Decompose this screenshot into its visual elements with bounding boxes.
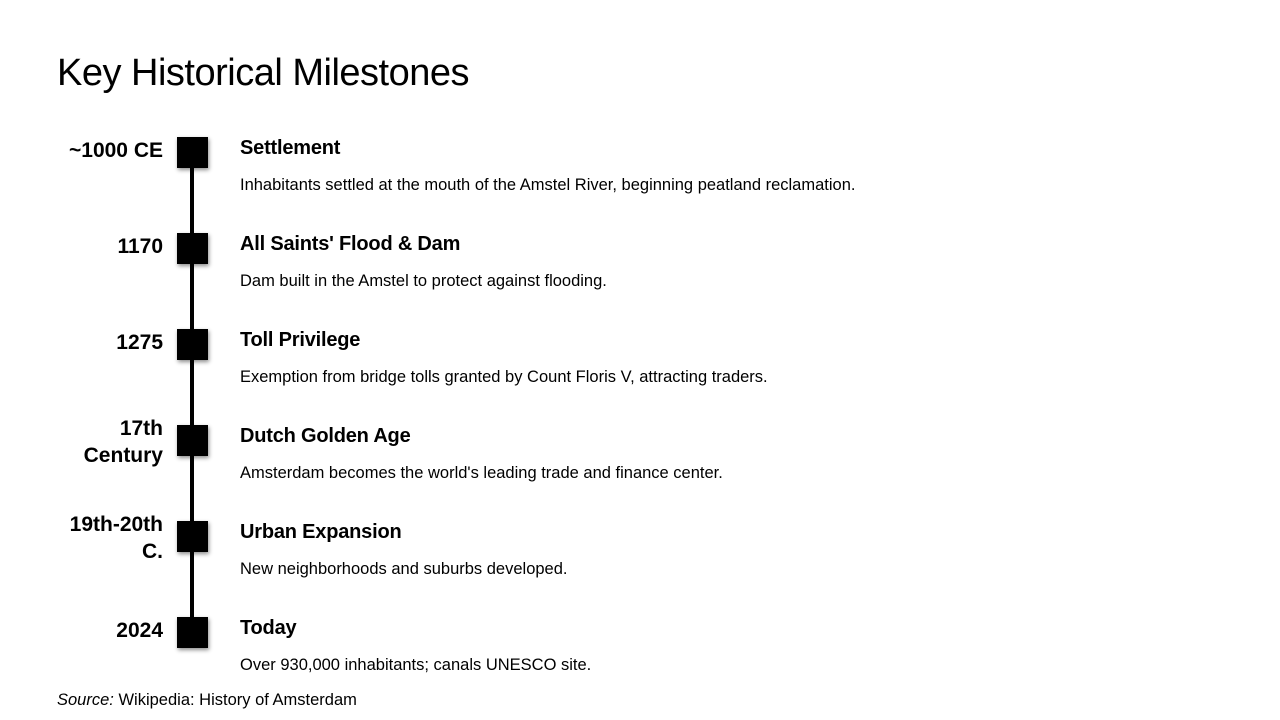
milestone-marker <box>177 137 208 168</box>
milestone-title: Dutch Golden Age <box>240 425 411 447</box>
milestone-title: Toll Privilege <box>240 329 361 351</box>
milestone-description: Amsterdam becomes the world's leading trade and finance center. <box>240 464 723 482</box>
milestone-date: ~1000 CE <box>69 139 163 162</box>
milestone-date: 1170 <box>117 235 163 258</box>
milestone-title: All Saints' Flood & Dam <box>240 233 461 255</box>
milestone-description: New neighborhoods and suburbs developed. <box>240 560 568 578</box>
milestone-item <box>0 233 1280 329</box>
milestone-title: Settlement <box>240 137 341 159</box>
milestone-date: 19th-20th C. <box>69 513 163 563</box>
milestone-description: Inhabitants settled at the mouth of the Amstel River, beginning peatland reclamation. <box>240 176 856 194</box>
milestone-marker <box>177 425 208 456</box>
milestone-item <box>0 137 1280 233</box>
milestone-description: Exemption from bridge tolls granted by Count Floris V, attracting traders. <box>240 368 768 386</box>
milestone-marker <box>177 617 208 648</box>
milestone-description: Dam built in the Amstel to protect against flooding. <box>240 272 607 290</box>
milestone-item <box>0 329 1280 425</box>
milestone-date: 1275 <box>116 331 163 354</box>
source-label: Source: <box>57 691 114 709</box>
milestone-marker <box>177 521 208 552</box>
milestone-date: 17th Century <box>83 417 163 467</box>
milestone-title: Urban Expansion <box>240 521 402 543</box>
milestone-marker <box>177 329 208 360</box>
page-title: Key Historical Milestones <box>57 52 469 94</box>
milestone-item <box>0 513 1280 617</box>
milestone-description: Over 930,000 inhabitants; canals UNESCO site. <box>240 656 592 674</box>
milestone-marker <box>177 233 208 264</box>
milestone-date: 2024 <box>116 619 163 642</box>
milestone-title: Today <box>240 617 297 639</box>
milestone-item <box>0 417 1280 521</box>
source-text: Wikipedia: History of Amsterdam <box>118 691 357 709</box>
source-citation <box>57 689 357 711</box>
